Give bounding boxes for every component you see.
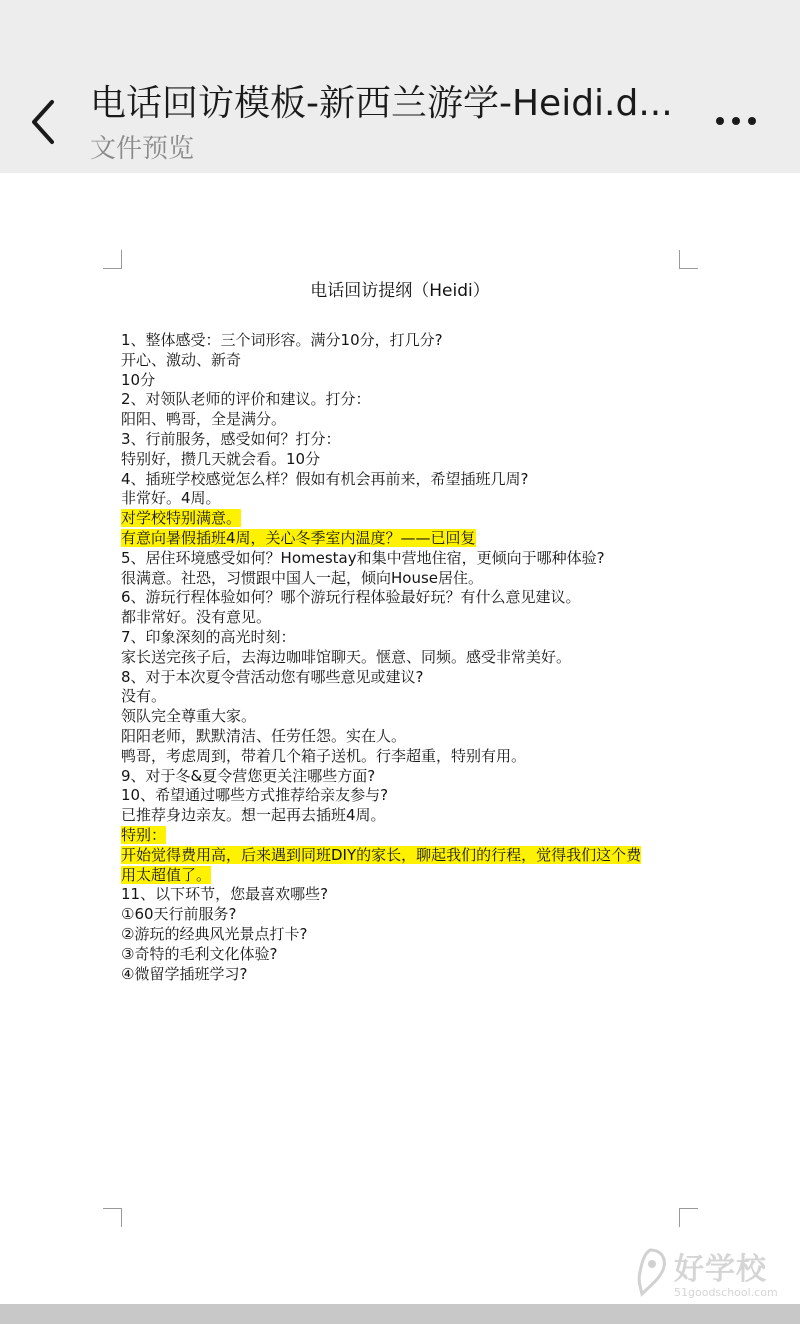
document-line-text: 特别好，攒几天就会看。10分: [121, 449, 321, 468]
document-line-text: 特别：: [121, 825, 167, 844]
document-line: [121, 470, 691, 490]
document-line-text: 2、对领队老师的评价和建议。打分：: [121, 390, 371, 409]
document-line-text: ③奇特的毛利文化体验?: [121, 944, 278, 963]
watermark-url: 51goodschool.com: [674, 1286, 778, 1299]
document-line: [121, 866, 691, 886]
chevron-left-icon: [22, 96, 66, 148]
document-line: [121, 450, 691, 470]
document-line-text: 阳阳老师，默默清洁、任劳任怨。实在人。: [121, 726, 407, 745]
document-line: [121, 608, 691, 628]
document-line-text: 很满意。社恐，习惯跟中国人一起，倾向House居住。: [121, 568, 484, 587]
document-line-text: 8、对于本次夏令营活动您有哪些意见或建议?: [121, 667, 424, 686]
document-line: [121, 885, 691, 905]
document-line: [121, 767, 691, 787]
document-line: [121, 648, 691, 668]
document-line: [121, 687, 691, 707]
app-header: [0, 0, 800, 173]
document-line-text: 领队完全尊重大家。: [121, 707, 257, 726]
document-line: [121, 786, 691, 806]
document-line-text: 10、希望通过哪些方式推荐给亲友参与?: [121, 786, 389, 805]
document-line-text: 9、对于冬&夏令营您更关注哪些方面?: [121, 766, 376, 785]
more-horizontal-icon: [712, 108, 764, 134]
document-line-text: 阳阳、鸭哥，全是满分。: [121, 410, 287, 429]
document-line-text: 4、插班学校感觉怎么样？假如有机会再前来，希望插班几周?: [121, 469, 529, 488]
document-line: [121, 371, 691, 391]
document-line-text: 7、印象深刻的高光时刻：: [121, 627, 296, 646]
document-line-text: 已推荐身边亲友。想一起再去插班4周。: [121, 806, 386, 825]
document-line: [121, 747, 691, 767]
document-line: [121, 549, 691, 569]
document-line-text: 都非常好。没有意见。: [121, 608, 272, 627]
file-preview-label: 文件预览: [90, 134, 195, 164]
page-corner-mark-bottom-left: [103, 1208, 122, 1227]
more-options-button[interactable]: [712, 108, 764, 134]
document-line: [121, 569, 691, 589]
document-body: [121, 331, 691, 984]
document-line: [121, 331, 691, 351]
page-corner-mark-bottom-right: [679, 1208, 698, 1227]
document-line-text: 3、行前服务，感受如何？打分：: [121, 429, 341, 448]
document-line: [121, 390, 691, 410]
document-line-text: ①60天行前服务?: [121, 905, 237, 924]
document-line-text: 没有。: [121, 687, 167, 706]
watermark-logo-icon: [628, 1246, 672, 1302]
document-line: [121, 529, 691, 549]
watermark-text: 好学校: [674, 1252, 767, 1287]
watermark: [628, 1246, 788, 1306]
document-line-text: ②游玩的经典风光景点打卡?: [121, 924, 308, 943]
document-line: [121, 410, 691, 430]
document-line-text: 对学校特别满意。: [121, 509, 242, 528]
document-line: [121, 430, 691, 450]
bottom-bar: [0, 1304, 800, 1324]
document-line-text: 1、整体感受：三个词形容。满分10分，打几分?: [121, 331, 443, 349]
page-corner-mark-top-right: [679, 250, 698, 269]
document-line: [121, 945, 691, 965]
document-line: [121, 925, 691, 945]
document-line-text: 家长送完孩子后，去海边咖啡馆聊天。惬意、同频。感受非常美好。: [121, 647, 572, 666]
document-line: [121, 965, 691, 985]
document-line: [121, 509, 691, 529]
document-line: [121, 826, 691, 846]
document-line: [121, 727, 691, 747]
document-line: [121, 588, 691, 608]
document-line-text: ④微留学插班学习?: [121, 964, 248, 983]
document-line-text: 开心、激动、新奇: [121, 350, 242, 369]
document-line-text: 10分: [121, 370, 156, 389]
document-line-text: 鸭哥，考虑周到，带着几个箱子送机。行李超重，特别有用。: [121, 746, 527, 765]
document-line: [121, 806, 691, 826]
file-title: 电话回访模板-新西兰游学-Heidi.d...: [90, 83, 673, 124]
document-line-text: 用太超值了。: [121, 865, 212, 884]
document-line: [121, 846, 691, 866]
page-corner-mark-top-left: [103, 250, 122, 269]
document-line-text: 开始觉得费用高，后来遇到同班DIY的家长，聊起我们的行程，觉得我们这个费: [121, 845, 642, 864]
document-line-text: 6、游玩行程体验如何？哪个游玩行程体验最好玩？有什么意见建议。: [121, 588, 581, 607]
document-line: [121, 668, 691, 688]
document-line-text: 非常好。4周。: [121, 489, 221, 508]
document-line: [121, 707, 691, 727]
document-line: [121, 351, 691, 371]
document-line: [121, 489, 691, 509]
back-button[interactable]: [22, 96, 66, 148]
document-line: [121, 905, 691, 925]
document-line-text: 11、以下环节，您最喜欢哪些?: [121, 885, 329, 904]
document-line: [121, 628, 691, 648]
document-title: 电话回访提纲（Heidi）: [310, 281, 490, 301]
document-line-text: 有意向暑假插班4周，关心冬季室内温度？——已回复: [121, 528, 476, 547]
document-line-text: 5、居住环境感受如何？Homestay和集中营地住宿，更倾向于哪种体验?: [121, 548, 605, 567]
